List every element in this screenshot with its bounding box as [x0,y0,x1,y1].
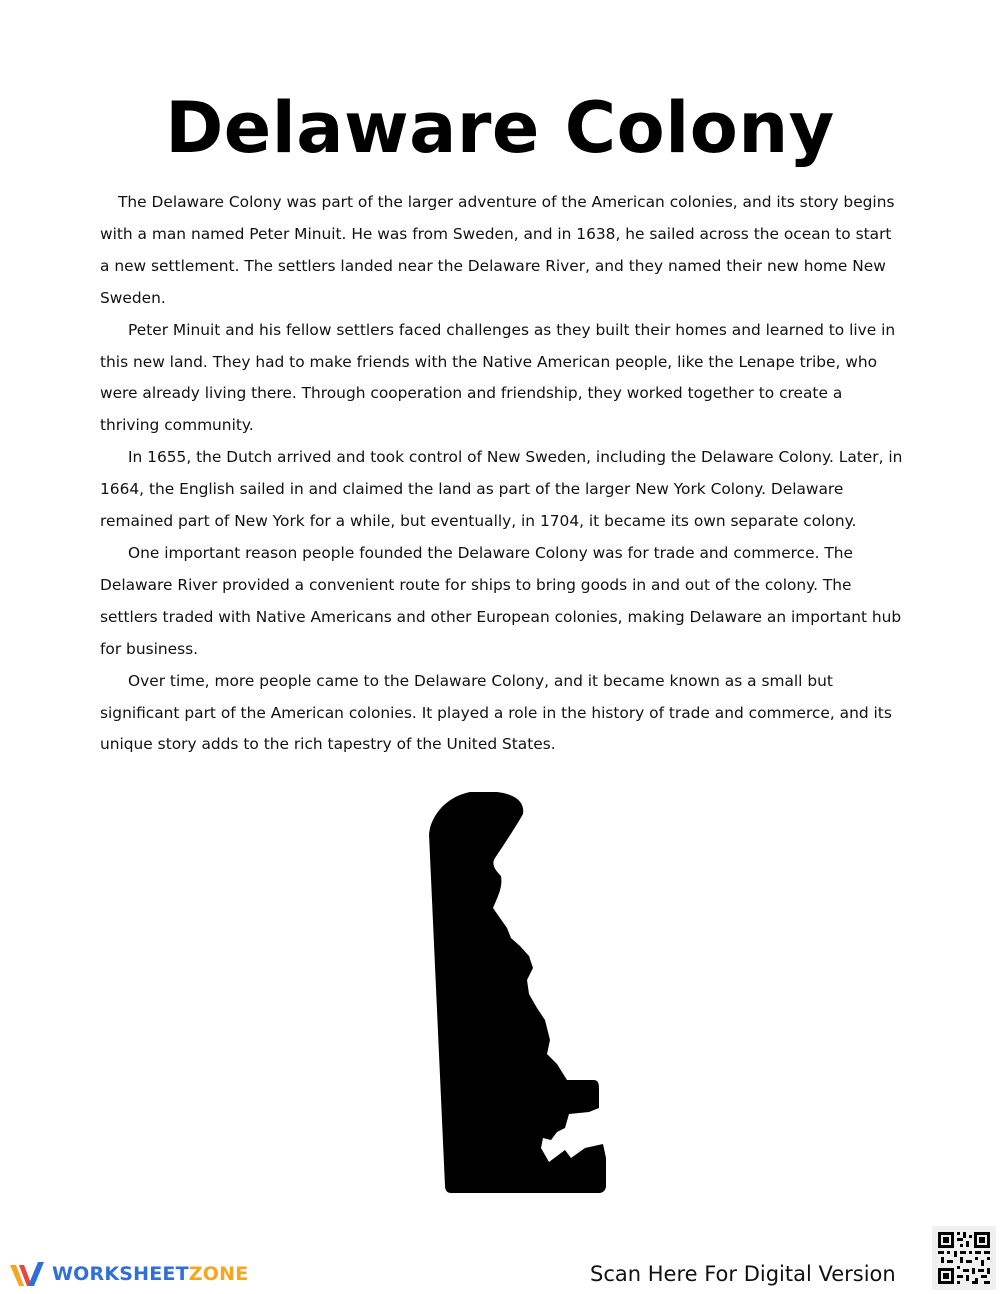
paragraph-5: Over time, more people came to the Delaware Colony, and it became known as a small but significant part of the American colonies. It played a role in the history of trade and commerce, and its unique story adds to the rich tapestry of the United States. [100,671,892,754]
paragraph-2: Peter Minuit and his fellow settlers faced challenges as they built their homes and learned to live in this new land. They had to make friends with the Native American people, like the Lenape tribe, who were already living there. Through cooperation and friendship, they worked together to create a thriving community. [100,320,896,435]
article-body [100,187,905,761]
paragraph-3: In 1655, the Dutch arrived and took control of New Sweden, including the Delaware Colony. Later, in 1664, the English sailed in and claimed the land as part of the larger New York Colony. Delaware remained part of New York for a while, but eventually, in 1704, it became its own separate colony. [100,448,903,531]
delaware-map [425,788,610,1198]
paragraph-4: One important reason people founded the Delaware Colony was for trade and commerce. The Delaware River provided a convenient route for ships to bring goods in and out of the colony. The settlers traded with Native Americans and other European colonies, making Delaware an important hub for business. [100,543,902,658]
worksheetzone-logo[interactable] [8,1258,248,1290]
logo-wordmark [52,1263,248,1285]
logo-text-zone: ZONE [188,1263,249,1285]
page-title: Delaware Colony [165,87,835,169]
paragraph-1: The Delaware Colony was part of the larger adventure of the American colonies, and its story begins with a man named Peter Minuit. He was from Sweden, and in 1638, he sailed across the ocean to start a new settlement. The settlers landed near the Delaware River, and they named their new home New Sweden. [100,193,895,307]
logo-text-worksheet: WORKSHEET [52,1263,189,1285]
scan-instruction: Scan Here For Digital Version [590,1262,896,1286]
worksheetzone-logo-icon [8,1259,46,1289]
qr-code[interactable] [932,1226,996,1290]
delaware-state-silhouette-icon [425,788,610,1198]
qr-code-icon [932,1226,996,1290]
